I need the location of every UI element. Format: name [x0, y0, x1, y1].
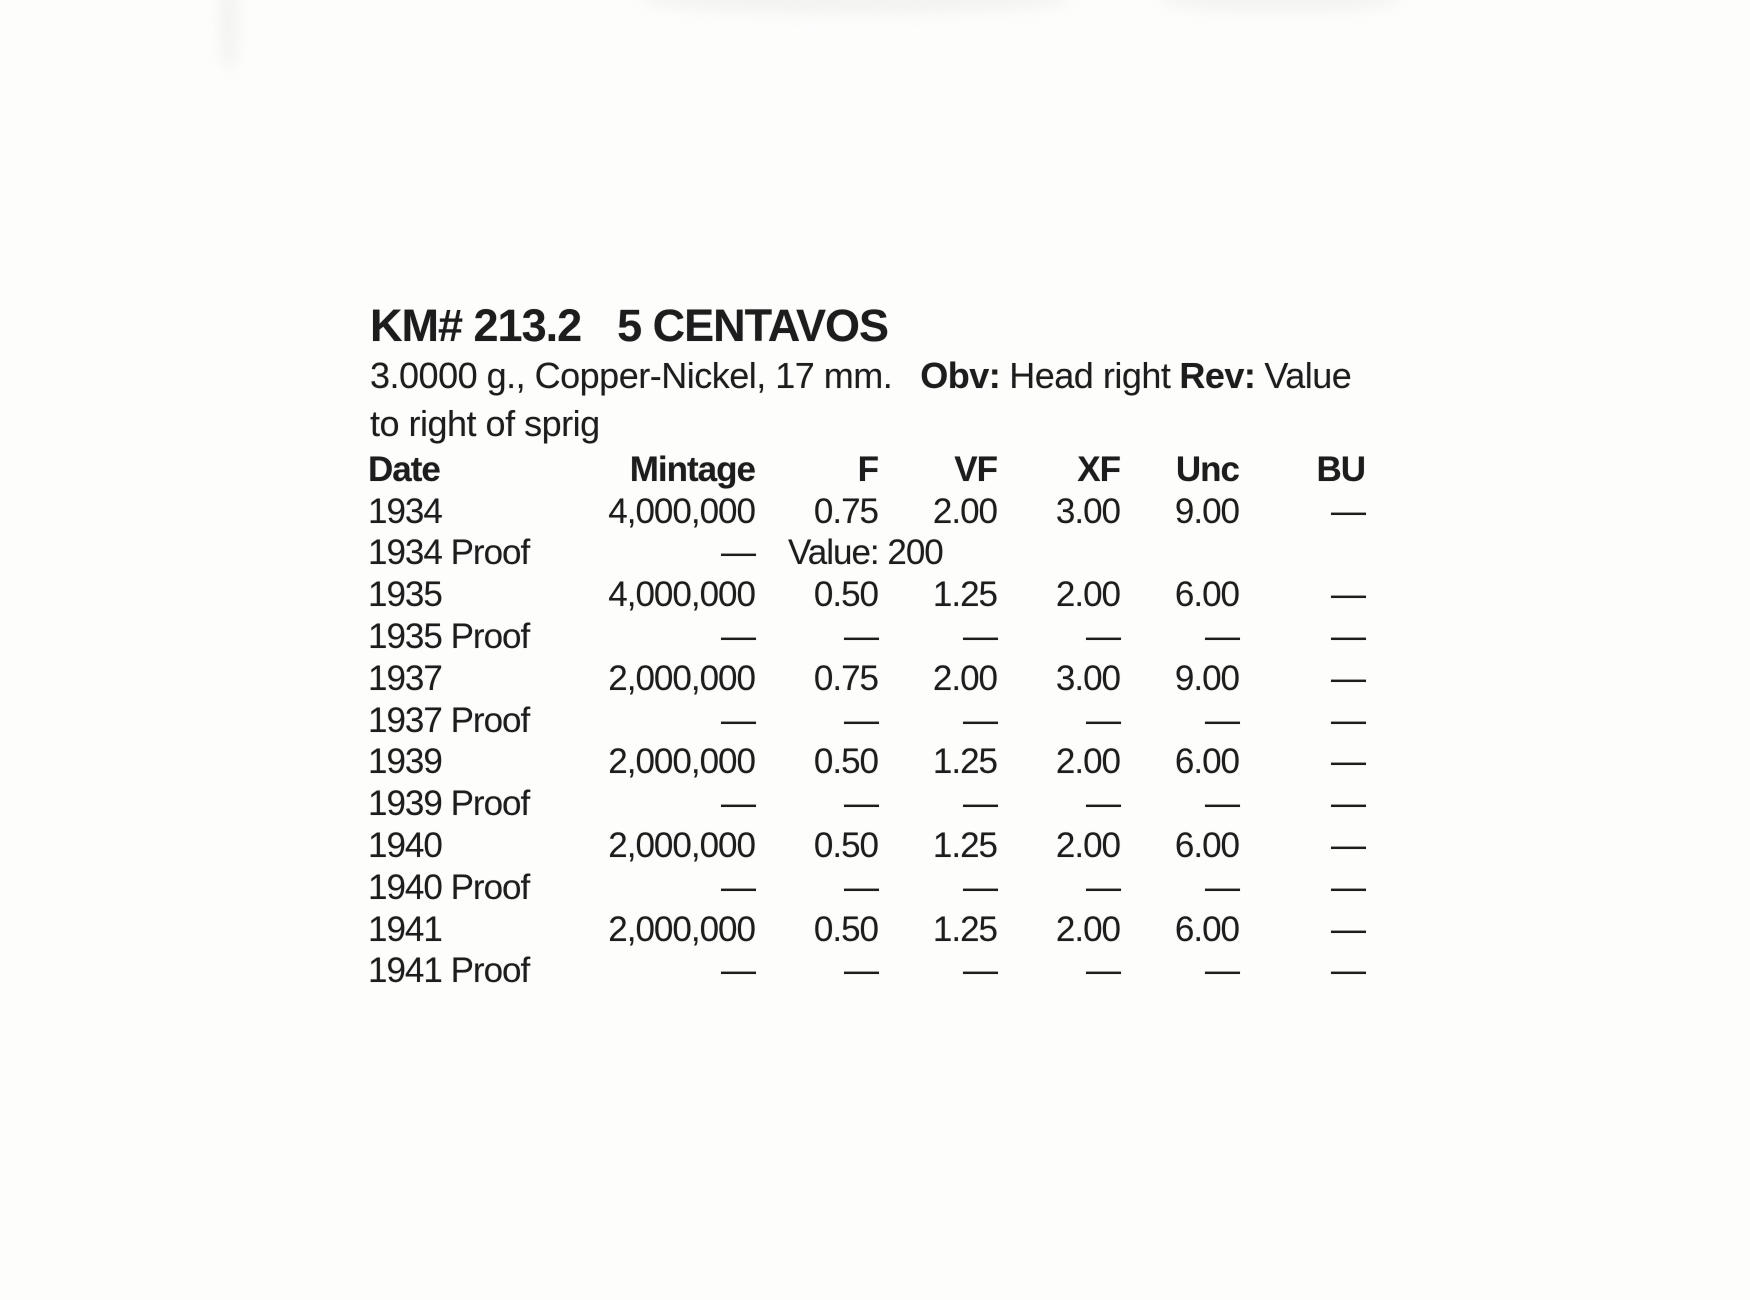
table-row — [368, 658, 1398, 700]
date-cell: 1940 Proof — [368, 867, 530, 907]
reverse-label: Rev: — [1179, 355, 1256, 396]
table-row — [368, 867, 1398, 909]
f-cell: 0.50 — [813, 575, 878, 615]
bu-cell: — — [1331, 700, 1365, 740]
f-cell: — — [844, 784, 878, 824]
obverse-text: Head right — [1009, 355, 1171, 396]
f-cell: — — [844, 867, 878, 907]
column-header-mintage: Mintage — [629, 449, 755, 489]
vf-cell: — — [963, 951, 997, 991]
vf-cell: 1.25 — [932, 909, 997, 949]
unc-cell: — — [1205, 951, 1239, 991]
column-header-f: F — [857, 449, 878, 489]
mintage-cell: — — [721, 951, 755, 991]
bu-cell: — — [1331, 575, 1365, 615]
vf-cell: — — [963, 617, 997, 657]
proof-value-note: Value: 200 — [788, 533, 943, 573]
scan-artifact — [1160, 0, 1400, 12]
date-cell: 1941 Proof — [368, 951, 530, 991]
unc-cell: 6.00 — [1174, 575, 1239, 615]
date-cell: 1937 Proof — [368, 700, 530, 740]
date-cell: 1934 — [368, 491, 442, 531]
table-row — [368, 742, 1398, 784]
xf-cell: 2.00 — [1055, 575, 1120, 615]
date-cell: 1937 — [368, 658, 442, 698]
column-header-unc: Unc — [1175, 449, 1239, 489]
f-cell: 0.75 — [813, 658, 878, 698]
date-cell: 1934 Proof — [368, 533, 530, 573]
bu-cell: — — [1331, 742, 1365, 782]
xf-cell: 3.00 — [1055, 491, 1120, 531]
mintage-cell: 2,000,000 — [608, 826, 755, 866]
unc-cell: 6.00 — [1174, 909, 1239, 949]
km-number: KM# 213.2 — [370, 300, 582, 351]
bu-cell: — — [1331, 617, 1365, 657]
mintage-cell: 2,000,000 — [608, 658, 755, 698]
unc-cell: — — [1205, 700, 1239, 740]
scan-artifact — [220, 0, 238, 70]
column-header-xf: XF — [1077, 449, 1120, 489]
table-row — [368, 700, 1398, 742]
unc-cell: — — [1205, 617, 1239, 657]
table-row — [368, 491, 1398, 533]
table-row — [368, 574, 1398, 616]
mintage-cell: — — [721, 700, 755, 740]
denomination: 5 CENTAVOS — [617, 300, 889, 351]
vf-cell: 1.25 — [932, 826, 997, 866]
f-cell: — — [844, 617, 878, 657]
table-row — [368, 825, 1398, 867]
mintage-cell: 2,000,000 — [608, 909, 755, 949]
unc-cell: 6.00 — [1174, 826, 1239, 866]
table-row — [368, 783, 1398, 825]
scan-artifact — [640, 0, 1070, 14]
xf-cell: — — [1086, 784, 1120, 824]
vf-cell: — — [963, 784, 997, 824]
table-row — [368, 533, 1398, 575]
coin-specs: 3.0000 g., Copper-Nickel, 17 mm. — [370, 355, 893, 396]
f-cell: 0.75 — [813, 491, 878, 531]
bu-cell: — — [1331, 867, 1365, 907]
mintage-cell: — — [721, 533, 755, 573]
xf-cell: — — [1086, 700, 1120, 740]
xf-cell: — — [1086, 867, 1120, 907]
mintage-cell: 4,000,000 — [608, 491, 755, 531]
f-cell: — — [844, 951, 878, 991]
column-header-bu: BU — [1316, 449, 1365, 489]
date-cell: 1939 Proof — [368, 784, 530, 824]
date-cell: 1935 — [368, 575, 442, 615]
unc-cell: — — [1205, 784, 1239, 824]
table-row — [368, 951, 1398, 993]
date-cell: 1941 — [368, 909, 442, 949]
description-line-1 — [370, 352, 1351, 400]
vf-cell: — — [963, 867, 997, 907]
table-row — [368, 909, 1398, 951]
mintage-cell: — — [721, 867, 755, 907]
table-row — [368, 616, 1398, 658]
bu-cell: — — [1331, 658, 1365, 698]
unc-cell: 9.00 — [1174, 658, 1239, 698]
mintage-cell: 4,000,000 — [608, 575, 755, 615]
f-cell: 0.50 — [813, 826, 878, 866]
vf-cell: — — [963, 700, 997, 740]
bu-cell: — — [1331, 909, 1365, 949]
f-cell: 0.50 — [813, 909, 878, 949]
reverse-text-part2: to right of sprig — [370, 403, 600, 444]
date-cell: 1935 Proof — [368, 617, 530, 657]
vf-cell: 2.00 — [932, 658, 997, 698]
table-header-row — [368, 449, 1398, 491]
xf-cell: 2.00 — [1055, 742, 1120, 782]
table-body — [368, 491, 1398, 993]
price-table — [368, 449, 1398, 992]
xf-cell: 3.00 — [1055, 658, 1120, 698]
mintage-cell: — — [721, 617, 755, 657]
xf-cell: 2.00 — [1055, 826, 1120, 866]
vf-cell: 1.25 — [932, 742, 997, 782]
mintage-cell: — — [721, 784, 755, 824]
date-cell: 1940 — [368, 826, 442, 866]
unc-cell: — — [1205, 867, 1239, 907]
xf-cell: — — [1086, 951, 1120, 991]
unc-cell: 9.00 — [1174, 491, 1239, 531]
xf-cell: — — [1086, 617, 1120, 657]
f-cell: — — [844, 700, 878, 740]
column-header-date: Date — [368, 449, 440, 489]
bu-cell: — — [1331, 951, 1365, 991]
listing-title — [370, 300, 888, 352]
unc-cell: 6.00 — [1174, 742, 1239, 782]
column-header-vf: VF — [954, 449, 997, 489]
reverse-text-part1: Value — [1264, 355, 1352, 396]
vf-cell: 2.00 — [932, 491, 997, 531]
bu-cell: — — [1331, 826, 1365, 866]
vf-cell: 1.25 — [932, 575, 997, 615]
f-cell: 0.50 — [813, 742, 878, 782]
mintage-cell: 2,000,000 — [608, 742, 755, 782]
obverse-label: Obv: — [920, 355, 1001, 396]
bu-cell: — — [1331, 784, 1365, 824]
xf-cell: 2.00 — [1055, 909, 1120, 949]
date-cell: 1939 — [368, 742, 442, 782]
bu-cell: — — [1331, 491, 1365, 531]
coin-description — [370, 352, 1351, 448]
